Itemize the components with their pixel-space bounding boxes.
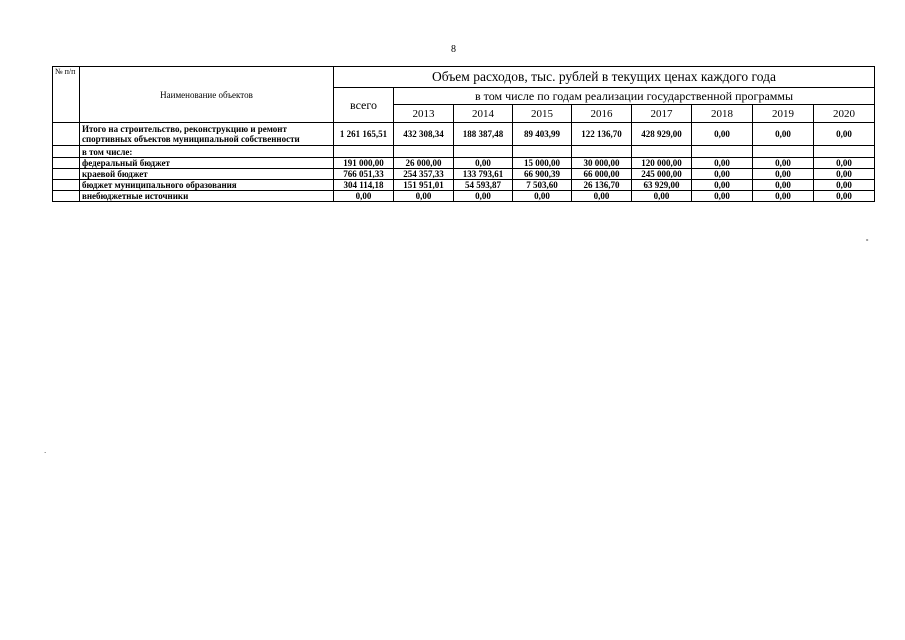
total-value: 432 308,34 — [394, 123, 454, 146]
header-object-name: Наименование объектов — [80, 67, 334, 123]
row-value: 0,00 — [753, 158, 814, 169]
row-value: 0,00 — [753, 191, 814, 202]
budget-table — [52, 66, 875, 202]
row-value: 0,00 — [692, 180, 753, 191]
row-value: 0,00 — [814, 158, 875, 169]
row-value: 304 114,18 — [334, 180, 394, 191]
row-value: 0,00 — [454, 191, 513, 202]
row-value: 0,00 — [753, 180, 814, 191]
total-value: 0,00 — [692, 123, 753, 146]
header-year: 2019 — [753, 105, 814, 123]
including-row — [53, 146, 875, 158]
header-year: 2018 — [692, 105, 753, 123]
total-value: 0,00 — [753, 123, 814, 146]
row-value: 0,00 — [513, 191, 572, 202]
header-year: 2017 — [632, 105, 692, 123]
row-value: 0,00 — [814, 169, 875, 180]
table-row — [53, 180, 875, 191]
including-label: в том числе: — [80, 146, 334, 158]
row-value: 0,00 — [814, 191, 875, 202]
row-value: 151 951,01 — [394, 180, 454, 191]
row-number-cell — [53, 146, 80, 158]
row-value: 66 000,00 — [572, 169, 632, 180]
header-total: всего — [334, 88, 394, 123]
header-year: 2014 — [454, 105, 513, 123]
row-value: 0,00 — [572, 191, 632, 202]
header-year: 2020 — [814, 105, 875, 123]
header-year: 2016 — [572, 105, 632, 123]
total-value: 122 136,70 — [572, 123, 632, 146]
scan-speck: » — [866, 238, 869, 243]
row-value: 7 503,60 — [513, 180, 572, 191]
row-value: 0,00 — [334, 191, 394, 202]
table-row — [53, 158, 875, 169]
total-value: 1 261 165,51 — [334, 123, 394, 146]
row-value: 0,00 — [692, 158, 753, 169]
row-value: 191 000,00 — [334, 158, 394, 169]
header-year: 2015 — [513, 105, 572, 123]
total-value: 428 929,00 — [632, 123, 692, 146]
row-name: краевой бюджет — [80, 169, 334, 180]
header-by-years: в том числе по годам реализации государственной программы — [394, 88, 875, 105]
row-number-cell — [53, 158, 80, 169]
total-value: 89 403,99 — [513, 123, 572, 146]
row-value: 766 051,33 — [334, 169, 394, 180]
row-value: 54 593,87 — [454, 180, 513, 191]
row-value: 0,00 — [394, 191, 454, 202]
row-value: 0,00 — [632, 191, 692, 202]
row-number-cell — [53, 191, 80, 202]
row-value: 120 000,00 — [632, 158, 692, 169]
row-value: 66 900,39 — [513, 169, 572, 180]
row-value: 133 793,61 — [454, 169, 513, 180]
total-value: 0,00 — [814, 123, 875, 146]
row-value: 0,00 — [753, 169, 814, 180]
row-number-cell — [53, 180, 80, 191]
row-value: 26 000,00 — [394, 158, 454, 169]
page-number: 8 — [451, 44, 456, 55]
header-expense-volume: Объем расходов, тыс. рублей в текущих ценах каждого года — [334, 67, 875, 88]
header-number: № п/п — [53, 67, 80, 123]
row-name: бюджет муниципального образования — [80, 180, 334, 191]
row-number-cell — [53, 123, 80, 146]
table-row — [53, 191, 875, 202]
row-value: 30 000,00 — [572, 158, 632, 169]
row-value: 0,00 — [692, 191, 753, 202]
row-value: 63 929,00 — [632, 180, 692, 191]
total-row — [53, 123, 875, 146]
row-value: 26 136,70 — [572, 180, 632, 191]
row-name: федеральный бюджет — [80, 158, 334, 169]
header-year: 2013 — [394, 105, 454, 123]
row-value: 0,00 — [692, 169, 753, 180]
row-value: 245 000,00 — [632, 169, 692, 180]
table-row — [53, 169, 875, 180]
total-row-name: Итого на строительство, реконструкцию и ремонт спортивных объектов муниципальной собственности — [80, 123, 334, 146]
row-value: 15 000,00 — [513, 158, 572, 169]
total-value: 188 387,48 — [454, 123, 513, 146]
scan-speck: ` — [44, 451, 47, 459]
row-name: внебюджетные источники — [80, 191, 334, 202]
row-value: 0,00 — [814, 180, 875, 191]
row-value: 0,00 — [454, 158, 513, 169]
row-number-cell — [53, 169, 80, 180]
row-value: 254 357,33 — [394, 169, 454, 180]
